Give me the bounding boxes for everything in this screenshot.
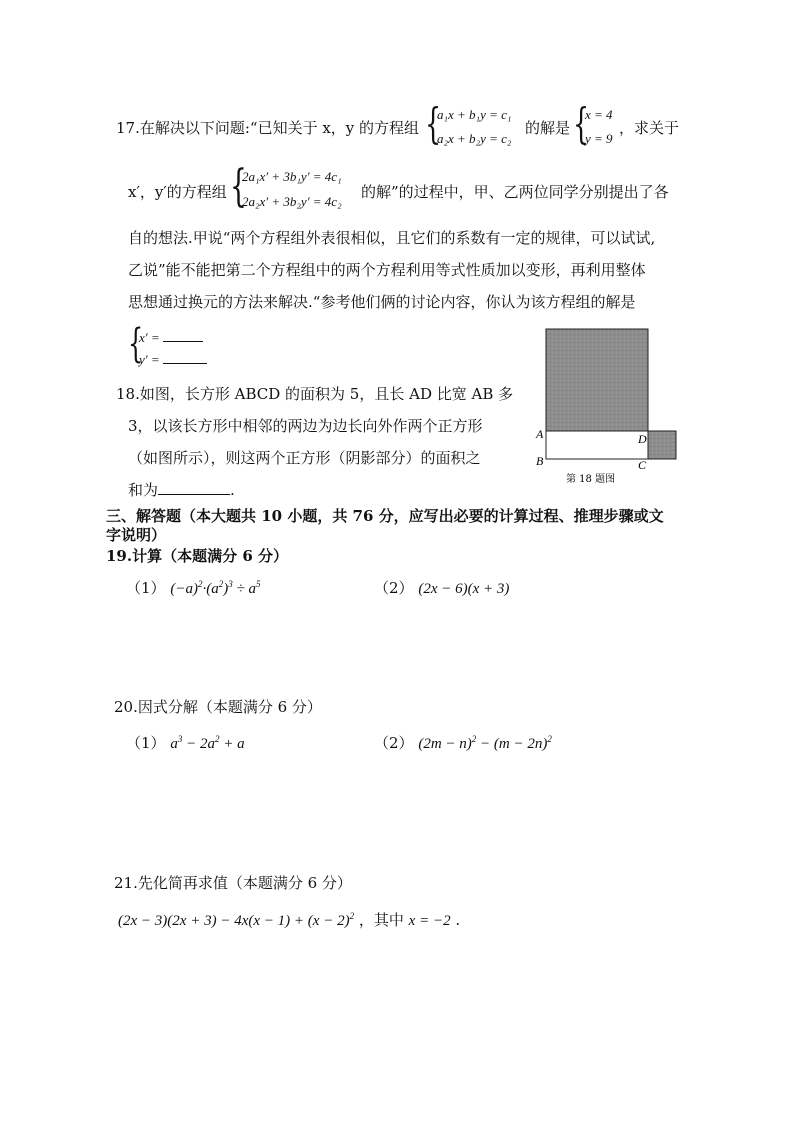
label-d: D [638,432,647,446]
q17-sol-x: x = 4 [585,107,613,122]
q17-answer-system [128,322,238,368]
q18-line4-end: . [230,481,235,499]
q20-part2-label: （2） [374,734,414,752]
q20-part1 [126,732,245,753]
q17-line3: 自的想法.甲说“两个方程组外表很相似，且它们的系数有一定的规律，可以试试, [128,229,656,247]
q21-title: 21.先化简再求值（本题满分 6 分） [114,874,352,892]
q17-answer-x-blank[interactable] [163,327,203,342]
q20-part2 [374,732,552,753]
q17-solution [573,101,623,151]
q17-system-1 [425,101,525,151]
q17-line2-tail: 的解”的过程中，甲、乙两位同学分别提出了各 [361,183,669,201]
figure-caption: 第 18 题图 [566,474,616,485]
q21-condition: x = −2 [408,913,451,929]
section-3-heading-cont: 字说明） [106,526,167,544]
section-3-heading: 三、解答题（本大题共 10 小题，共 76 分，应写出必要的计算过程、推理步骤或文 [106,507,664,525]
q17-sys2-eq1: 2a₁x′ + 3b₁y′ = 4c₁ [242,169,342,184]
q19-part2-expression: (2x − 6)(x + 3) [418,581,510,597]
q17-system-2 [230,163,360,215]
q17-mid: 的解是 [525,119,571,137]
q17-sys1-eq2: a₂x + b₂y = c₂ [437,131,512,146]
q17-answer-y-blank[interactable] [163,349,207,364]
q21-condition-lead: ，其中 [358,911,404,929]
q18-line4-text: 和为 [128,481,159,499]
q17-lead: 17.在解决以下问题:“已知关于 x，y 的方程组 [116,119,420,137]
q17-answer-y-label: y′ = [139,352,160,367]
q20-part1-expression: $a^3 - 2a^2 + a$ [170,734,245,752]
q18-line3: （如图所示），则这两个正方形（阴影部分）的面积之 [128,449,481,467]
q17-line2-lead: x′，y′的方程组 [128,183,227,201]
q19-part2-label: （2） [374,579,414,597]
rectangle-abcd [546,431,648,459]
q21-expression-line [118,909,460,930]
brace-icon: { [573,99,590,148]
label-a: A [536,427,544,441]
q19-part1 [126,577,260,598]
q21-expression: $(2x - 3)(2x + 3) - 4x(x - 1) + (x - 2)^2$ [118,911,355,929]
q20-title: 20.因式分解（本题满分 6 分） [114,698,322,716]
q18-answer-blank[interactable] [158,480,230,495]
q17-line4: 乙说”能不能把第二个方程组中的两个方程利用等式性质加以变形，再利用整体 [128,261,646,279]
q19-part1-expression: $(-a)^2\cdot(a^2)^3 \div a^5$ [170,579,261,597]
q19-title: 19.计算（本题满分 6 分） [106,547,288,565]
label-b: B [536,454,544,468]
q21-end: . [455,911,461,929]
q18-figure [530,322,690,492]
q19-part1-label: （1） [126,579,166,597]
q18-line2: 3，以该长方形中相邻的两边为边长向外作两个正方形 [128,417,483,435]
small-square [648,431,676,459]
brace-icon: { [230,161,247,212]
brace-icon: { [128,321,144,367]
q17-line5: 思想通过换元的方法来解决.“参考他们俩的讨论内容，你认为该方程组的解是 [128,293,636,311]
q19-part2 [374,577,509,598]
q18-line1: 18.如图，长方形 ABCD 的面积为 5，且长 AD 比宽 AB 多 [116,385,514,403]
brace-icon: { [425,99,442,148]
q17-sys2-eq2: 2a₂x′ + 3b₂y′ = 4c₂ [242,194,342,209]
large-square [546,329,648,431]
label-c: C [638,458,647,472]
q17-sys1-eq1: a₁x + b₁y = c₁ [437,107,512,122]
q20-part2-expression: $(2m - n)^2 - (m - 2n)^2$ [418,734,552,752]
q20-part1-label: （1） [126,734,166,752]
q18-line4 [128,479,235,500]
q17-sol-y: y = 9 [585,131,613,146]
q17-answer-x-label: x′ = [139,330,160,345]
q17-tail: ，求关于 [619,119,680,137]
